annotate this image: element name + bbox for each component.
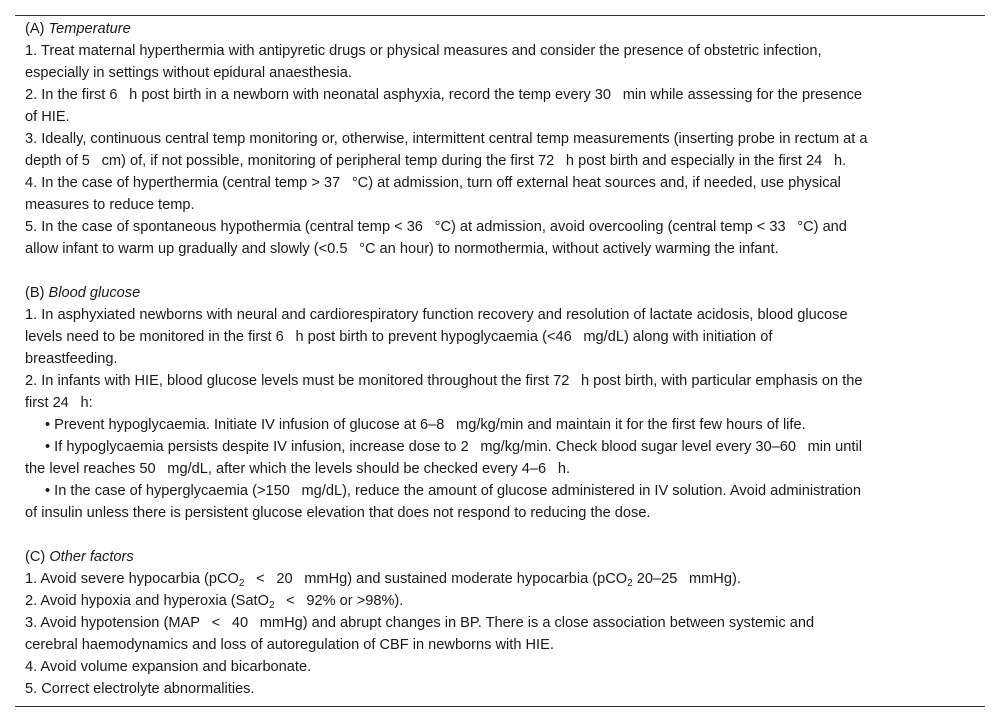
section-a-heading: (A) Temperature: [25, 21, 131, 37]
section-c-item-5: 5. Correct electrolyte abnormalities.: [25, 681, 255, 697]
section-c-title: Other factors: [49, 549, 134, 565]
section-c-item-2: 2. Avoid hypoxia and hyperoxia (SatO$_2$ < 92% or >98%).: [25, 593, 404, 611]
section-a-item: 1. Treat maternal hyperthermia with antipyretic drugs or physical measures and consider the presence of obstetric infection, especially in settings without epidural anaesthesia.: [25, 43, 822, 81]
section-b-bullet: • Prevent hypoglycaemia. Initiate IV infusion of glucose at 6–8 mg/kg/min and maintain it for the first few hours of life.: [45, 417, 806, 433]
section-c-item-3: 3. Avoid hypotension (MAP < 40 mmHg) and abrupt changes in BP. There is a close association between systemic and cerebral haemodynamics and loss of autoregulation of CBF in newborns with HIE.: [25, 615, 815, 653]
section-b-title: Blood glucose: [48, 285, 141, 301]
section-c-item-1: 1. Avoid severe hypocarbia (pCO$_2$ < 20 mmHg) and sustained moderate hypocarbia (pCO$_2$ 20–25 mmHg).: [25, 571, 741, 589]
section-a-title: Temperature: [48, 21, 131, 37]
section-a-item: 5. In the case of spontaneous hypothermia (central temp < 36 °C) at admission, avoid overcooling (central temp < 33 °C) and allow infant to warm up gradually and slowly (<0.5 °C an hour) to normothermia, without actively warming the infant.: [25, 219, 847, 257]
section-b-item: 2. In infants with HIE, blood glucose levels must be monitored throughout the first 72 h post birth, with particular emphasis on the first 24 h:: [25, 373, 863, 411]
section-gap: [25, 260, 985, 282]
section-a-item: 4. In the case of hyperthermia (central temp > 37 °C) at admission, turn off external heat sources and, if needed, use physical measures to reduce temp.: [25, 175, 841, 213]
section-b-item: 1. In asphyxiated newborns with neural and cardiorespiratory function recovery and resolution of lactate acidosis, blood glucose levels need to be monitored in the first 6 h post birth to prevent hypoglycaemia (<46 mg/dL) along with initiation of breastfeeding.: [25, 307, 848, 367]
recommendations-table: [15, 15, 985, 707]
section-b-bullet: • If hypoglycaemia persists despite IV infusion, increase dose to 2 mg/kg/min. Check blood sugar level every 30–60 min until the level reaches 50 mg/dL, after which the levels should be checked every 4–6 h.: [25, 439, 862, 477]
section-a-item: 2. In the first 6 h post birth in a newborn with neonatal asphyxia, record the temp every 30 min while assessing for the presence of HIE.: [25, 87, 863, 125]
section-b-bullet: • In the case of hyperglycaemia (>150 mg/dL), reduce the amount of glucose administered in IV solution. Avoid administration of insulin unless there is persistent glucose elevation that does not respond to reducing the dose.: [25, 483, 861, 521]
section-b-heading: (B) Blood glucose: [25, 285, 141, 301]
section-c-item-4: 4. Avoid volume expansion and bicarbonate.: [25, 659, 312, 675]
section-c-heading: (C) Other factors: [25, 549, 134, 565]
section-a-item: 3. Ideally, continuous central temp monitoring or, otherwise, intermittent central temp measurements (inserting probe in rectum at a depth of 5 cm) of, if not possible, monitoring of peripheral temp during the first 72 h post birth and especially in the first 24 h.: [25, 131, 868, 169]
section-gap: [25, 524, 985, 546]
